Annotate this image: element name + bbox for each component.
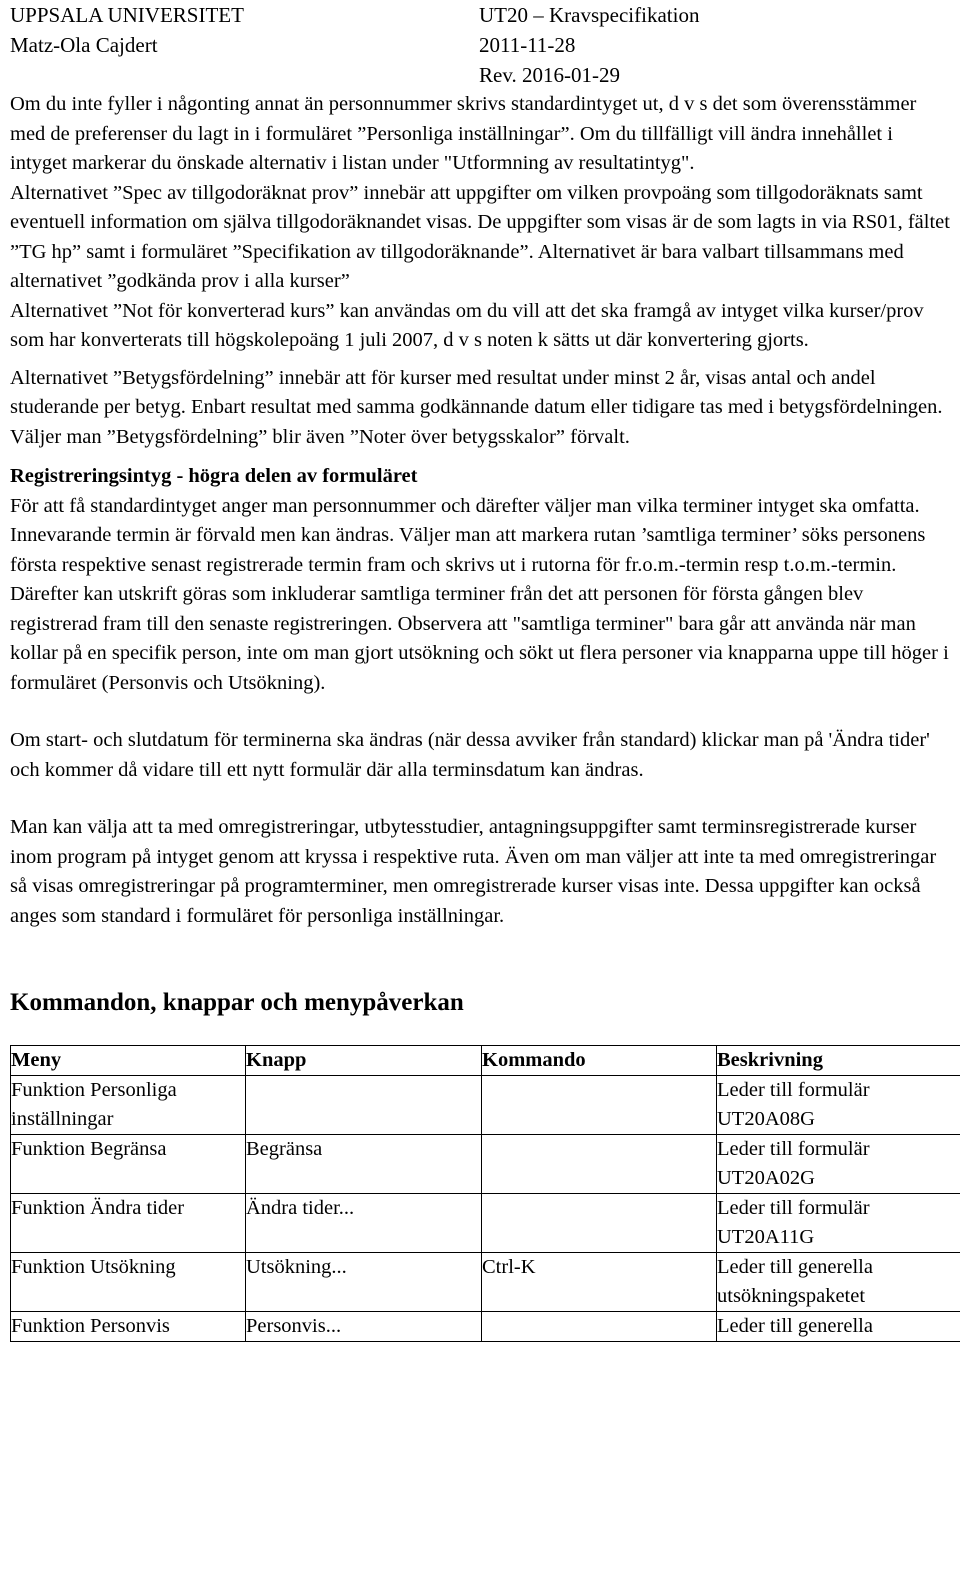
- table-cell-menu: Funktion Begränsa: [11, 1135, 246, 1194]
- table-cell-description: Leder till generella: [717, 1312, 960, 1342]
- table-cell-button: Utsökning...: [246, 1253, 482, 1312]
- paragraph-standard-certificate: Om du inte fyller i någonting annat än personnummer skrivs standardintyget ut, d v s det som överensstämmer med de preferenser du lagt in i formuläret ”Personliga inställningar”. Om du tillfälligt vill ändra innehållet i intyget markerar du önskade alternativ i listan under "Utformning av resultatintyg".: [10, 93, 917, 174]
- paragraph-registration-terms: För att få standardintyget anger man personnummer och därefter väljer man vilka terminer intyget ska omfatta. Innevarande termin är förvald men kan ändras. Väljer man att markera rutan ’samtliga terminer’ söks personens första respektive senast registrerade termin fram och skrivs ut i rutorna för fr.o.m.-termin resp t.o.m.-termin. Därefter kan utskrift göras som inkluderar samtliga terminer från det att personen för första gången blev registrerad fram till den senaste registreringen. Observera att "samtliga terminer" bara går att använda när man kollar på en specifik person, inte om man gjort utsökning och sökt ut flera personer via knapparna uppe till höger i formuläret (Personvis och Utsökning).: [10, 494, 949, 694]
- author-name: Matz-Ola Cajdert: [10, 33, 158, 57]
- table-row: [11, 1194, 960, 1253]
- table-row: [11, 1253, 960, 1312]
- column-header-command: Kommando: [482, 1046, 717, 1076]
- table-header-row: [11, 1046, 960, 1076]
- table-cell-menu: Funktion Personliga inställningar: [11, 1076, 246, 1135]
- table-cell-description: Leder till formulär UT20A11G: [717, 1194, 960, 1253]
- table-cell-description: Leder till generella utsökningspaketet: [717, 1253, 960, 1312]
- page-header: [10, 0, 950, 90]
- table-cell-menu: Funktion Ändra tider: [11, 1194, 246, 1253]
- table-cell-command: [482, 1076, 717, 1135]
- table-row: [11, 1135, 960, 1194]
- table-cell-command: Ctrl-K: [482, 1253, 717, 1312]
- section-heading-registration: Registreringsintyg - högra delen av formuläret: [10, 465, 418, 487]
- document-title: UT20 – Kravspecifikation: [479, 3, 700, 27]
- column-header-description: Beskrivning: [717, 1046, 960, 1076]
- table-cell-menu: Funktion Personvis: [11, 1312, 246, 1342]
- table-cell-description: Leder till formulär UT20A02G: [717, 1135, 960, 1194]
- paragraph-converted-course-note: Alternativet ”Not för konverterad kurs” kan användas om du vill att det ska framgå av intyget vilka kurser/prov som har konverterats till högskolepoäng 1 juli 2007, d v s noten k sätts ut där konvertering gjorts.: [10, 299, 924, 351]
- column-header-menu: Meny: [11, 1046, 246, 1076]
- table-cell-button: Ändra tider...: [246, 1194, 482, 1253]
- table-cell-command: [482, 1312, 717, 1342]
- column-header-button: Knapp: [246, 1046, 482, 1076]
- table-cell-description: Leder till formulär UT20A08G: [717, 1076, 960, 1135]
- revision-date: Rev. 2016-01-29: [479, 63, 620, 87]
- table-row: [11, 1076, 960, 1135]
- table-cell-button: [246, 1076, 482, 1135]
- table-cell-menu: Funktion Utsökning: [11, 1253, 246, 1312]
- table-cell-command: [482, 1135, 717, 1194]
- paragraph-reregistrations: Man kan välja att ta med omregistreringar, utbytesstudier, antagningsuppgifter samt terminsregistrerade kurser inom program på intyget genom att kryssa i respektive ruta. Även om man väljer att inte ta med omregistreringar så visas omregistreringar på programterminer, men omregistrerade kurser visas inte. Dessa uppgifter kan också anges som standard i formuläret för personliga inställningar.: [10, 816, 937, 927]
- table-row: [11, 1312, 960, 1342]
- paragraph-spec-credit: Alternativet ”Spec av tillgodoräknat prov” innebär att uppgifter om vilken provpoäng som tillgodoräknats samt eventuell information om själva tillgodoräknandet visas. De uppgifter som visas är de som lagts in via RS01, fältet ”TG hp” samt i formuläret ”Specifikation av tillgodoräknande”. Alternativet är bara valbart tillsammans med alternativet ”godkända prov i alla kurser”: [10, 181, 950, 292]
- document-date: 2011-11-28: [479, 33, 576, 57]
- table-cell-button: Begränsa: [246, 1135, 482, 1194]
- document-page: [10, 0, 950, 1342]
- paragraph-grade-distribution: Alternativet ”Betygsfördelning” innebär att för kurser med resultat under minst 2 år, visas antal och andel studerande per betyg. Enbart resultat med samma godkännande datum eller tidigare tas med i betygsfördelningen. Väljer man ”Betygsfördelning” blir även ”Noter över betygsskalor” förvalt.: [10, 366, 943, 448]
- table-cell-command: [482, 1194, 717, 1253]
- table-cell-button: Personvis...: [246, 1312, 482, 1342]
- university-name: UPPSALA UNIVERSITET: [10, 3, 244, 27]
- paragraph-change-dates: Om start- och slutdatum för terminerna ska ändras (när dessa avviker från standard) klickar man på 'Ändra tider' och kommer då vidare till ett nytt formulär där alla terminsdatum kan ändras.: [10, 729, 930, 781]
- commands-table: [10, 1045, 960, 1342]
- section-heading-commands: Kommandon, knappar och menypåverkan: [10, 989, 464, 1016]
